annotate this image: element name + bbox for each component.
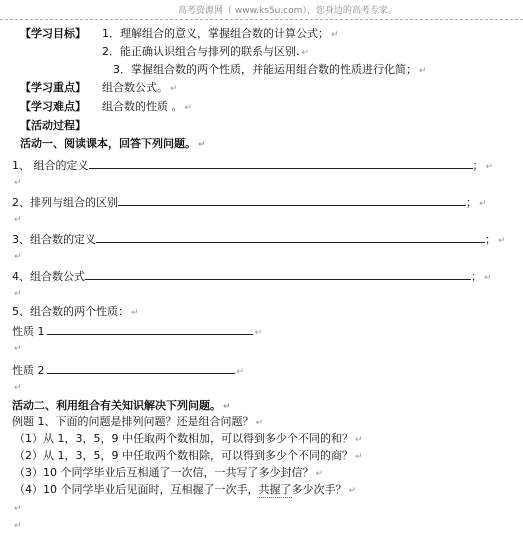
page-header [178,4,397,18]
paragraph-mark: ↵ [354,435,363,445]
answer-blank-3[interactable] [96,231,485,243]
goal-item-3: 3．掌握组合数的两个性质，并能运用组合数的性质进行化简； ↵ [113,63,427,76]
paragraph-mark: ↵ [315,469,324,479]
process-label: 【活动过程】 [20,119,86,132]
paragraph-mark: ↵ [419,66,427,76]
activity2-title: 活动二、利用组合有关知识解决下列问题。 ↵ [12,399,231,412]
difficulty-text: 组合数的性质 。 ↵ [102,100,193,113]
key-point-text: 组合数公式。 ↵ [102,81,178,94]
example-1: 例题 1、下面的问题是排列问题？还是组合问题？ ↵ [12,415,264,428]
paragraph-mark: ↵ [184,103,193,113]
paragraph-mark: ↵ [14,289,22,299]
paragraph-mark: ↵ [198,140,206,150]
paragraph-mark: ↵ [254,328,263,338]
paragraph-mark: ↵ [170,84,178,94]
answer-blank-1[interactable] [89,157,473,169]
question-5: 5、组合数的两个性质： ↵ [12,305,139,318]
answer-blank-4[interactable] [85,268,471,280]
paragraph-mark: ↵ [14,252,22,262]
paragraph-mark: ↵ [479,199,487,209]
paragraph-mark: ↵ [236,367,245,377]
activity1-title: 活动一、阅读课本，回答下列问题。 ↵ [20,137,206,150]
example-item-1: （1）从 1，3，5，9 中任取两个数相加，可以得到多少个不同的和？ ↵ [14,432,363,445]
header-site-text: 高考资源网（ www.ks5u.com），您身边的高考专家。 [178,6,397,16]
paragraph-mark: ↵ [14,215,22,225]
paragraph-mark: ↵ [301,48,310,58]
property-2-blank[interactable] [47,362,235,374]
goal-item-2: 2．能正确认识组合与排列的联系与区别. ↵ [102,45,310,58]
paragraph-mark: ↵ [498,236,506,246]
paragraph-mark: ↵ [14,521,22,531]
property-1-blank[interactable] [47,323,253,335]
header-rule [0,19,523,20]
question-3: 3、组合数的定义 ； ↵ [12,233,506,246]
paragraph-mark: ↵ [14,178,22,188]
paragraph-mark: ↵ [331,30,339,40]
paragraph-mark: ↵ [485,162,494,172]
answer-blank-2[interactable] [118,194,466,206]
goals-label: 【学习目标】 [20,27,86,40]
paragraph-mark: ↵ [131,308,139,318]
paragraph-mark: ↵ [255,418,264,428]
paragraph-mark: ↵ [14,383,22,393]
question-2: 2、排列与组合的区别 ； ↵ [12,196,487,209]
paragraph-mark: ↵ [484,273,492,283]
paragraph-mark: ↵ [14,344,22,354]
property-1: 性质 1 ↵ [12,325,263,338]
example-item-2: （2）从 1，3，5，9 中任取两个数相除，可以得到多少个不同的商？ ↵ [14,449,363,462]
example-item-4: （4）10 个同学毕业后见面时，互相握了一次手，共握了多少次手？ ↵ [14,483,357,496]
question-4: 4、组合数公式 ； ↵ [12,270,492,283]
paragraph-mark: ↵ [348,486,357,496]
goal-item-1: 1．理解组合的意义，掌握组合数的计算公式； ↵ [102,27,339,40]
example-item-3: （3）10 个同学毕业后互相通了一次信，一共写了多少封信？ ↵ [14,466,324,479]
paragraph-mark: ↵ [223,402,231,412]
paragraph-mark: ↵ [14,504,22,514]
key-point-label: 【学习重点】 [20,81,86,94]
question-1: 1、 组合的定义 ； ↵ [12,159,494,172]
grammar-underline: 共握了 [258,483,292,496]
difficulty-label: 【学习难点】 [20,100,86,113]
paragraph-mark: ↵ [354,452,363,462]
property-2: 性质 2 ↵ [12,364,245,377]
